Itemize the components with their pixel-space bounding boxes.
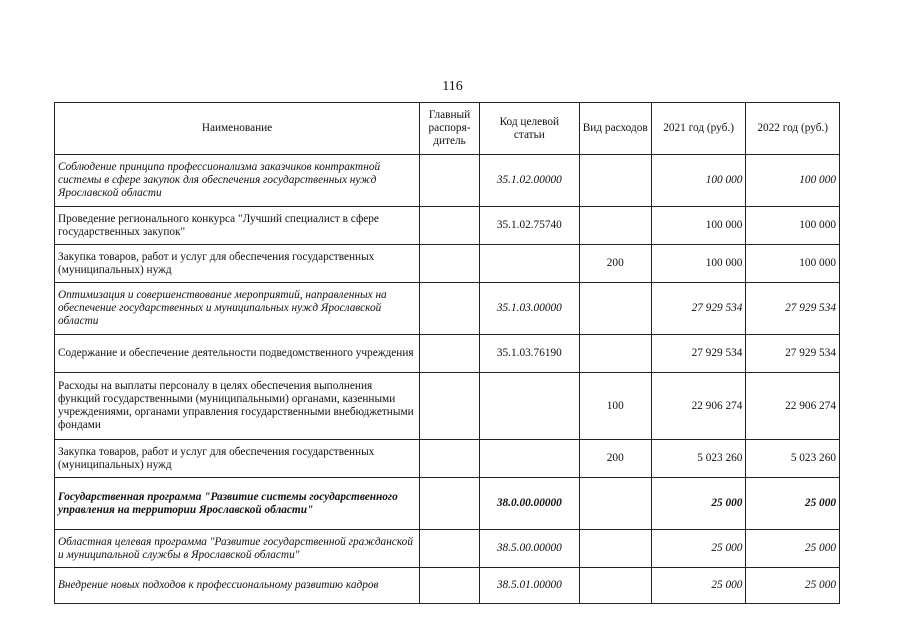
row-code xyxy=(480,440,580,478)
row-name: Расходы на выплаты персоналу в целях обеспечения выполнения функций государственными (муниципальными) органами, казенными учреждениями, органами управления государственными внебюджетными фондами xyxy=(55,373,420,440)
header-code: Код целевой статьи xyxy=(480,103,580,155)
row-type xyxy=(579,478,651,530)
row-code xyxy=(480,245,580,283)
row-code: 35.1.02.00000 xyxy=(480,155,580,207)
row-admin xyxy=(420,335,480,373)
row-type xyxy=(579,283,651,335)
row-name: Оптимизация и совершенствование мероприятий, направленных на обеспечение государственных и муниципальных нужд Ярославской области xyxy=(55,283,420,335)
row-2021: 100 000 xyxy=(651,155,746,207)
row-2022: 22 906 274 xyxy=(746,373,840,440)
row-name: Государственная программа "Развитие системы государственного управления на территории Ярославской области" xyxy=(55,478,420,530)
table-row xyxy=(55,373,840,440)
header-2022: 2022 год (руб.) xyxy=(746,103,840,155)
header-admin: Главный распоря-дитель xyxy=(420,103,480,155)
row-type xyxy=(579,335,651,373)
row-2022: 100 000 xyxy=(746,245,840,283)
row-code: 38.5.00.00000 xyxy=(480,530,580,568)
row-2022: 27 929 534 xyxy=(746,335,840,373)
row-name: Областная целевая программа "Развитие государственной гражданской и муниципальной службы в Ярославской области" xyxy=(55,530,420,568)
row-2022: 100 000 xyxy=(746,155,840,207)
page-number: 116 xyxy=(442,79,463,94)
row-admin xyxy=(420,530,480,568)
row-2021: 22 906 274 xyxy=(651,373,746,440)
row-name: Внедрение новых подходов к профессиональному развитию кадров xyxy=(55,568,420,604)
row-name: Содержание и обеспечение деятельности подведомственного учреждения xyxy=(55,335,420,373)
row-code: 38.5.01.00000 xyxy=(480,568,580,604)
row-2022: 100 000 xyxy=(746,207,840,245)
header-2021: 2021 год (руб.) xyxy=(651,103,746,155)
row-type xyxy=(579,207,651,245)
row-type xyxy=(579,155,651,207)
row-admin xyxy=(420,568,480,604)
row-2021: 25 000 xyxy=(651,530,746,568)
row-admin xyxy=(420,245,480,283)
row-2021: 27 929 534 xyxy=(651,335,746,373)
row-2021: 27 929 534 xyxy=(651,283,746,335)
row-admin xyxy=(420,283,480,335)
row-admin xyxy=(420,373,480,440)
row-name: Соблюдение принципа профессионализма заказчиков контрактной системы в сфере закупок для обеспечения государственных нужд Ярославской области xyxy=(55,155,420,207)
table-row xyxy=(55,530,840,568)
row-admin xyxy=(420,478,480,530)
table-row xyxy=(55,335,840,373)
row-admin xyxy=(420,155,480,207)
table-row xyxy=(55,155,840,207)
row-admin xyxy=(420,440,480,478)
row-2021: 25 000 xyxy=(651,478,746,530)
table-row xyxy=(55,207,840,245)
row-2021: 25 000 xyxy=(651,568,746,604)
row-code: 35.1.02.75740 xyxy=(480,207,580,245)
row-type: 200 xyxy=(579,440,651,478)
row-code: 35.1.03.00000 xyxy=(480,283,580,335)
header-name: Наименование xyxy=(55,103,420,155)
row-code xyxy=(480,373,580,440)
row-2022: 27 929 534 xyxy=(746,283,840,335)
row-code: 38.0.00.00000 xyxy=(480,478,580,530)
row-2021: 100 000 xyxy=(651,207,746,245)
row-admin xyxy=(420,207,480,245)
table-row xyxy=(55,245,840,283)
header-type: Вид расходов xyxy=(579,103,651,155)
row-code: 35.1.03.76190 xyxy=(480,335,580,373)
budget-table xyxy=(54,102,840,604)
row-2022: 25 000 xyxy=(746,568,840,604)
row-name: Закупка товаров, работ и услуг для обеспечения государственных (муниципальных) нужд xyxy=(55,245,420,283)
row-name: Проведение регионального конкурса "Лучший специалист в сфере государственных закупок" xyxy=(55,207,420,245)
row-name: Закупка товаров, работ и услуг для обеспечения государственных (муниципальных) нужд xyxy=(55,440,420,478)
row-2022: 25 000 xyxy=(746,530,840,568)
row-type xyxy=(579,568,651,604)
row-2022: 25 000 xyxy=(746,478,840,530)
row-2021: 5 023 260 xyxy=(651,440,746,478)
row-type: 100 xyxy=(579,373,651,440)
row-2021: 100 000 xyxy=(651,245,746,283)
table-row xyxy=(55,568,840,604)
table-row xyxy=(55,440,840,478)
row-type xyxy=(579,530,651,568)
table-header-row xyxy=(55,103,840,155)
row-2022: 5 023 260 xyxy=(746,440,840,478)
table-row xyxy=(55,283,840,335)
table-row xyxy=(55,478,840,530)
row-type: 200 xyxy=(579,245,651,283)
